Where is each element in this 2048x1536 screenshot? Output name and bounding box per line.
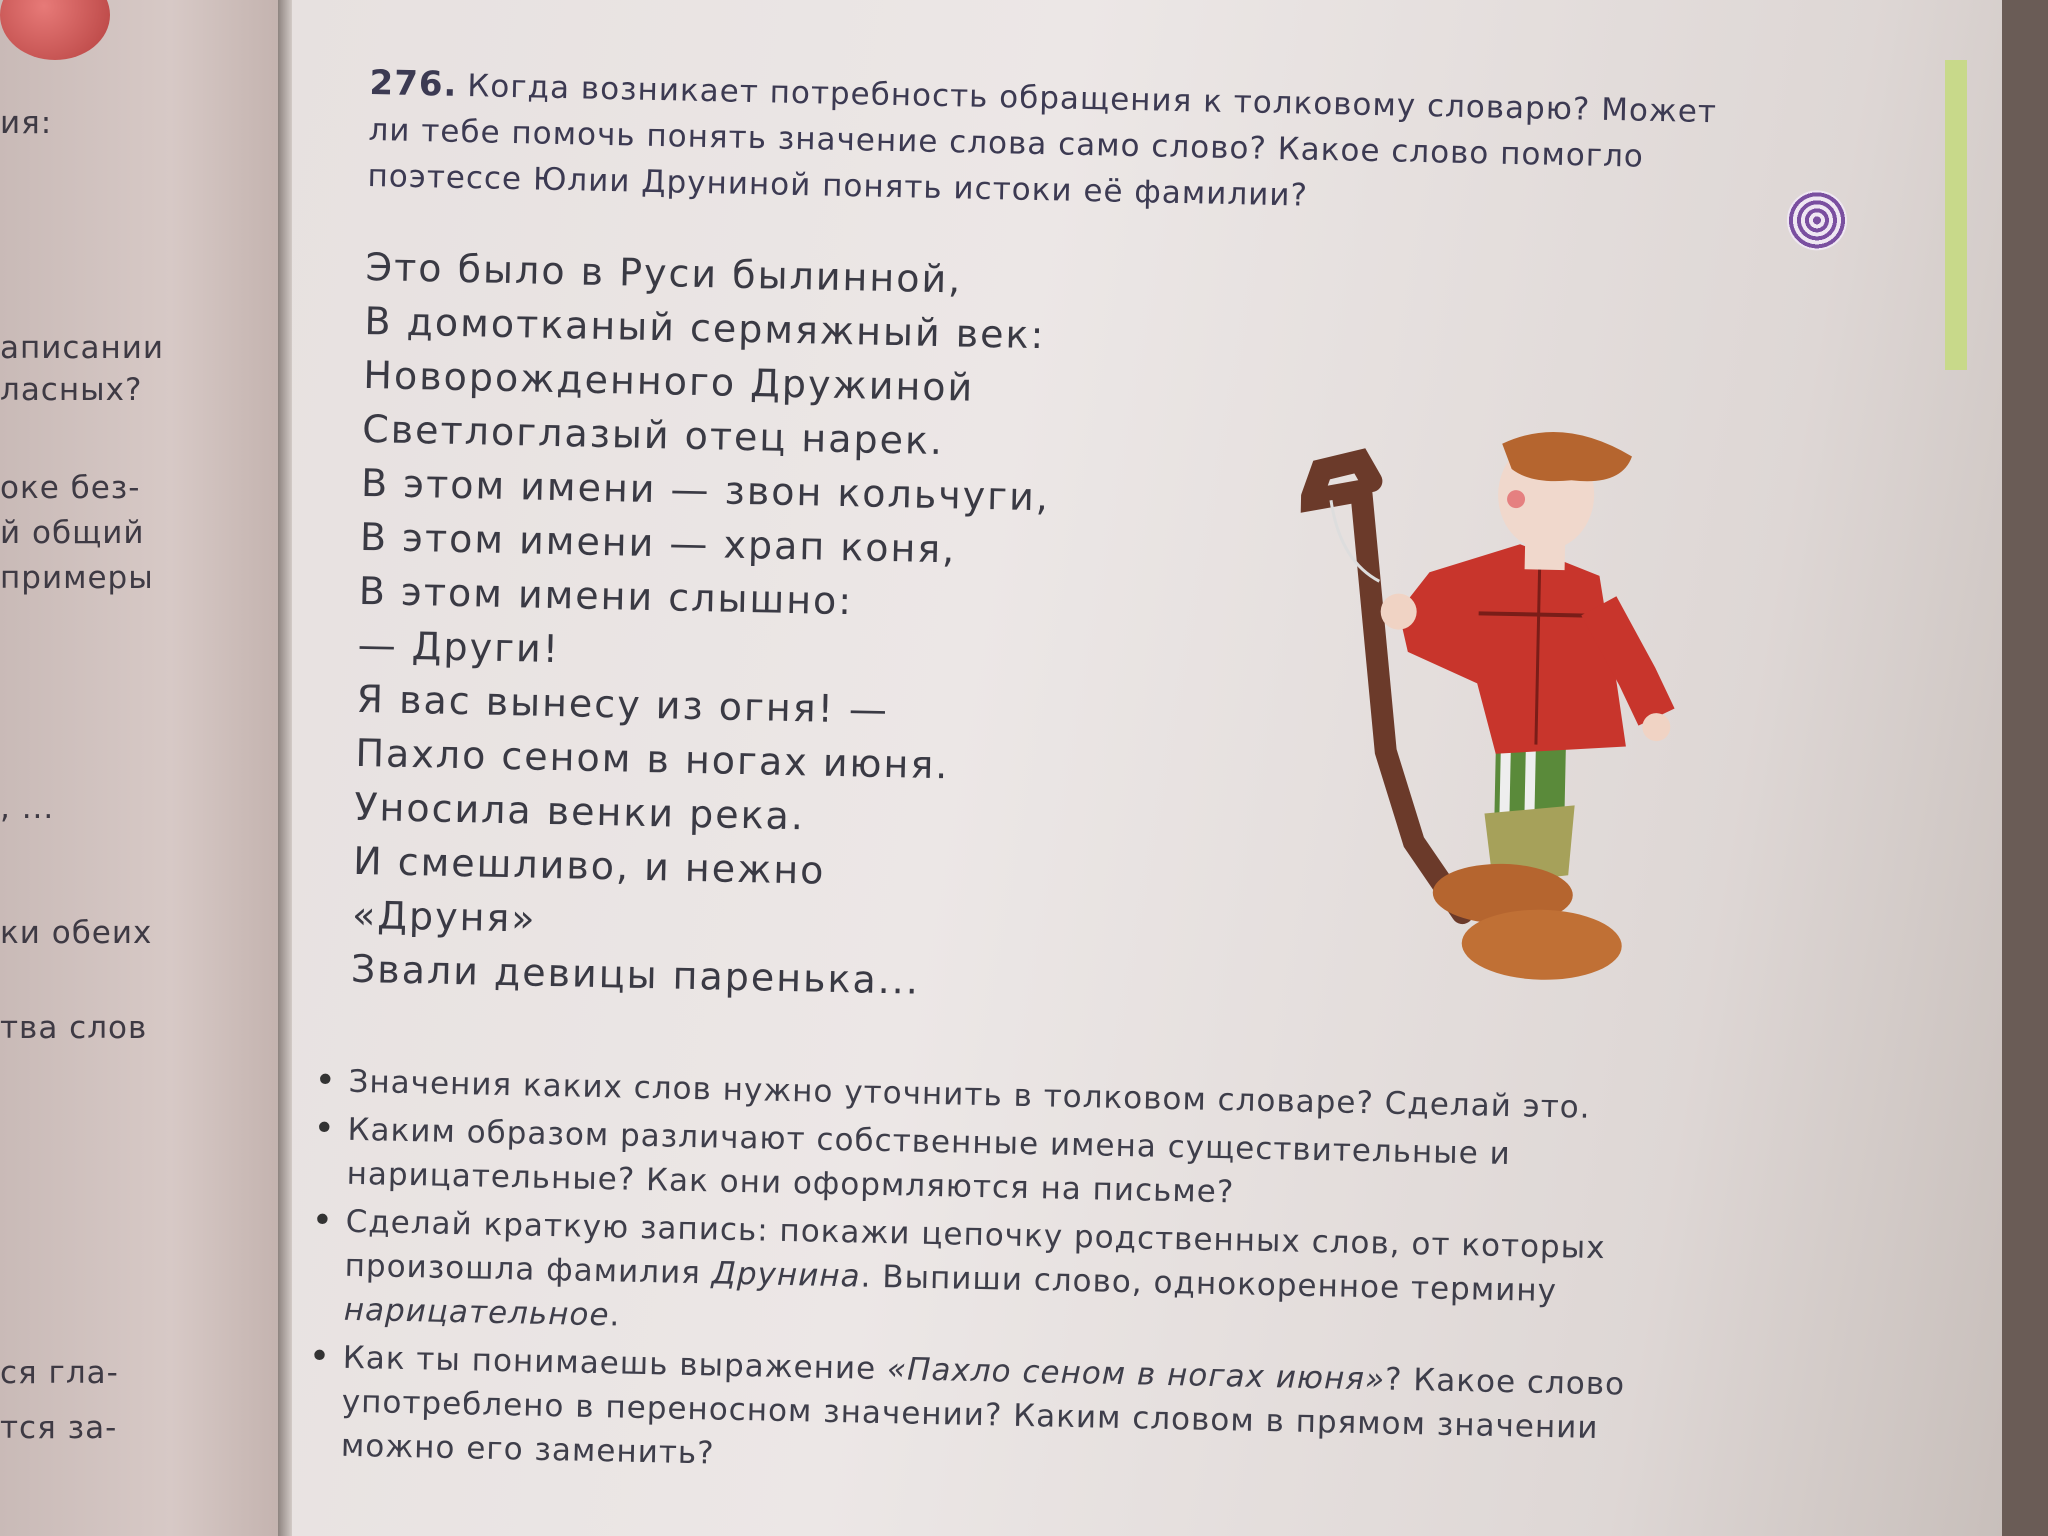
task-276 <box>367 60 1750 228</box>
poem-line: Я вас вынесу из огня! — <box>356 676 890 733</box>
poem-line: И смешливо, и нежно <box>352 838 826 893</box>
poem <box>350 240 1166 1013</box>
strawberry-decoration <box>0 0 110 60</box>
left-page-fragment: ки обеих <box>0 915 153 951</box>
italic-term: нарицательное <box>343 1291 610 1334</box>
poem-line: В домотканый сермяжный век: <box>364 298 1046 358</box>
poem-line: Новорожденного Дружиной <box>362 352 975 410</box>
italic-term: «Пахло сеном в ногах июня» <box>886 1351 1386 1398</box>
poem-line: — Други! <box>357 622 561 672</box>
poem-line: В этом имени — звон кольчуги, <box>360 460 1051 520</box>
question-item <box>303 1199 1655 1359</box>
right-page <box>292 0 2002 1536</box>
boy-illustration <box>1290 420 1683 1048</box>
margin-color-strip <box>1945 60 1967 370</box>
left-page-fragment: , ... <box>0 790 55 826</box>
left-page-fragment: ласных? <box>0 372 143 408</box>
left-page-fragment: й общий <box>0 515 145 551</box>
spiral-icon <box>1786 190 1847 251</box>
question-text: . Выпиши слово, однокоренное термину <box>860 1258 1558 1310</box>
left-page-fragment: примеры <box>0 560 154 596</box>
task-text: Когда возникает потребность обращения к толковому словарю? Может ли тебе помочь понять значение слова само слово? Какое слово помогло поэтессе Юлии Друниной понять истоки её фамилии? <box>367 68 1718 214</box>
question-text: Как ты понимаешь выражение <box>342 1339 888 1388</box>
poem-line: «Друня» <box>351 892 538 941</box>
left-page-fragment: ся гла- <box>0 1355 119 1391</box>
italic-term: Друнина <box>711 1255 861 1295</box>
left-page-fragment: тся за- <box>0 1410 118 1446</box>
poem-line: Пахло сеном в ногах июня. <box>355 730 950 788</box>
poem-line: Это было в Руси былинной, <box>365 244 963 302</box>
left-page-fragment: оке без- <box>0 470 141 506</box>
left-page <box>0 0 285 1536</box>
question-item <box>301 1335 1653 1495</box>
poem-line: Звали девицы паренька... <box>350 946 921 1003</box>
left-page-fragment: аписании <box>0 330 165 366</box>
question-text: Каким образом различают собственные имена существительные и нарицательные? Как они оформляются на письме? <box>346 1111 1512 1211</box>
left-page-fragment: тва слов <box>0 1010 148 1046</box>
poem-line: Уносила венки река. <box>353 784 806 839</box>
task-number: 276. <box>369 62 458 105</box>
poem-line: Светлоглазый отец нарек. <box>361 406 945 464</box>
question-text: . <box>609 1297 621 1334</box>
question-text: Значения каких слов нужно уточнить в толковом словаре? Сделай это. <box>348 1063 1591 1126</box>
left-page-fragment: ия: <box>0 105 53 141</box>
poem-line: В этом имени — храп коня, <box>359 514 957 572</box>
question-text: ? Какое слово употреблено в переносном значении? Каким словом в прямом значении можно его заменить? <box>340 1361 1626 1472</box>
page-content <box>340 60 1750 1472</box>
poem-line: В этом имени слышно: <box>358 568 854 624</box>
question-text: Сделай краткую запись: покажи цепочку родственных слов, от которых произошла фамилия <box>344 1203 1606 1292</box>
questions-list <box>300 1059 1658 1499</box>
